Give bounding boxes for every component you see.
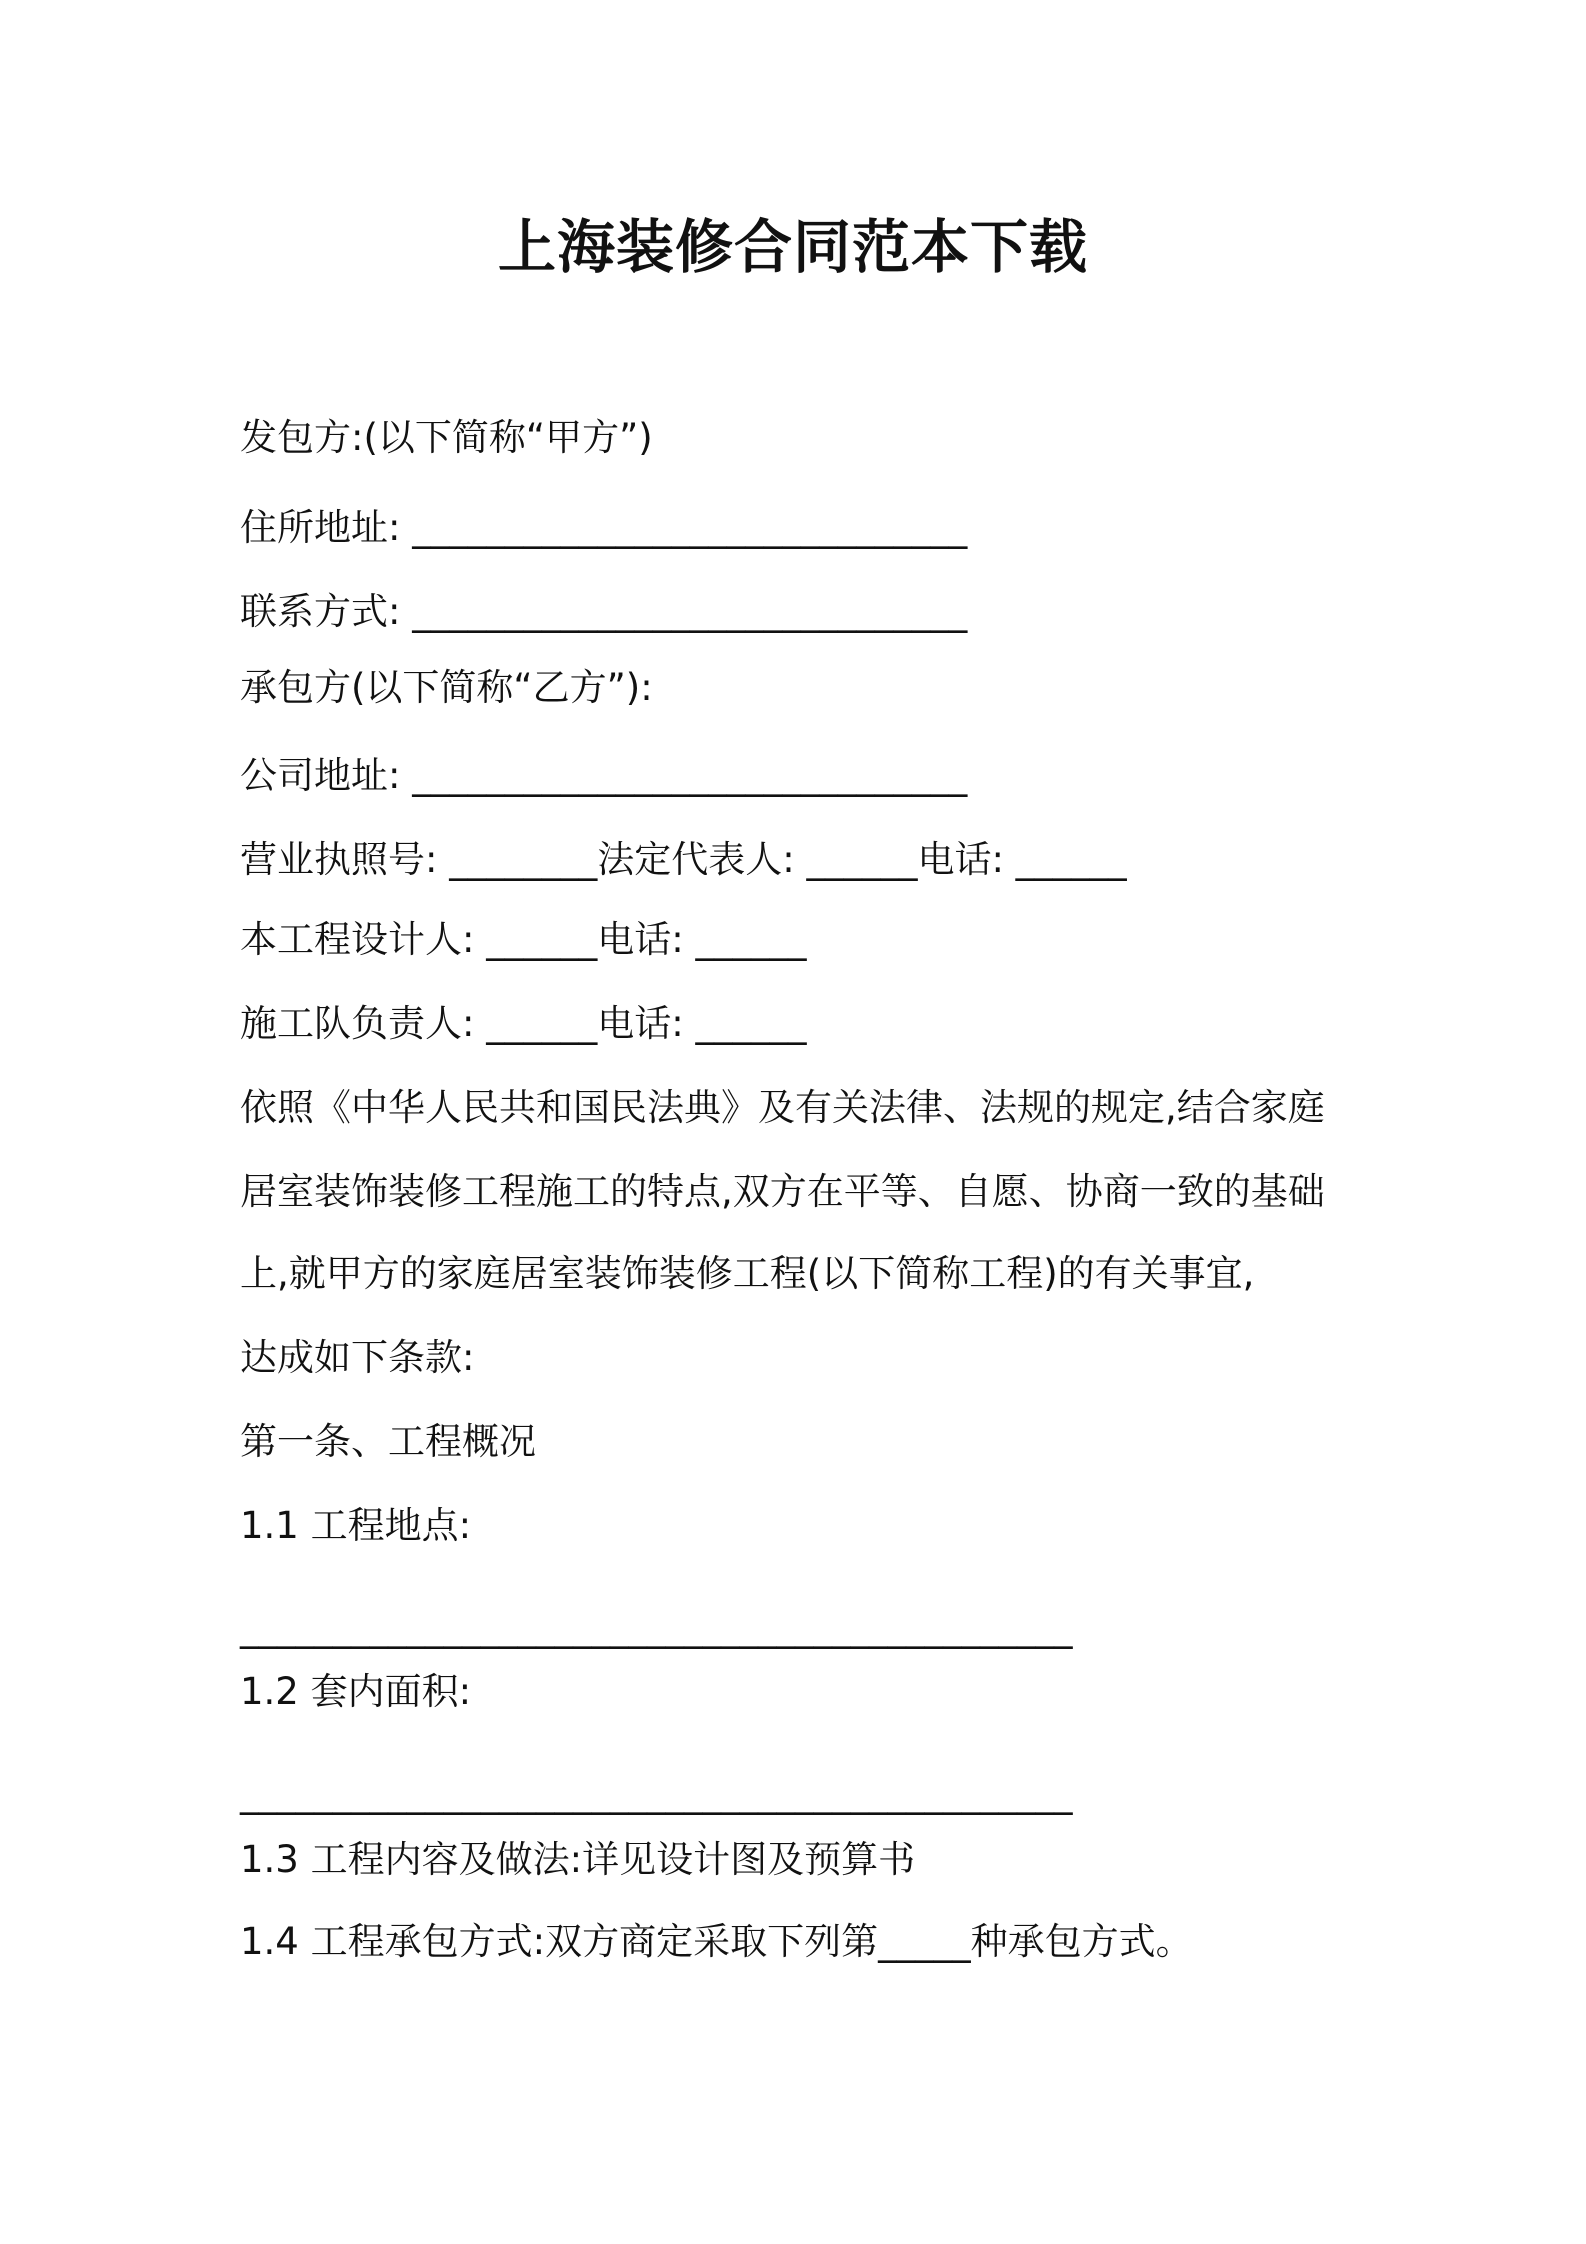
clause-1-1: 1.1 工程地点: bbox=[240, 1504, 472, 1547]
article-1-heading: 第一条、工程概况 bbox=[240, 1420, 536, 1463]
construction-lead-line: 施工队负责人: ______电话: ______ bbox=[240, 1002, 807, 1045]
clause-1-1-blank: _____________________________________________ bbox=[240, 1606, 1073, 1649]
preamble-line-4: 达成如下条款: bbox=[240, 1336, 475, 1379]
party-b-company-address-line: 公司地址: ______________________________ bbox=[240, 754, 968, 797]
clause-1-3: 1.3 工程内容及做法:详见设计图及预算书 bbox=[240, 1838, 916, 1881]
party-b-license-line: 营业执照号: ________法定代表人: ______电话: ______ bbox=[240, 838, 1127, 881]
party-a-address-line: 住所地址: ______________________________ bbox=[240, 506, 968, 549]
document-title: 上海装修合同范本下载 bbox=[497, 213, 1088, 281]
clause-1-2-blank: _____________________________________________ bbox=[240, 1772, 1073, 1815]
preamble-line-1: 依照《中华人民共和国民法典》及有关法律、法规的规定,结合家庭 bbox=[240, 1086, 1325, 1129]
preamble-line-2: 居室装饰装修工程施工的特点,双方在平等、自愿、协商一致的基础 bbox=[240, 1170, 1325, 1213]
preamble-line-3: 上,就甲方的家庭居室装饰装修工程(以下简称工程)的有关事宜, bbox=[240, 1252, 1255, 1295]
designer-line: 本工程设计人: ______电话: ______ bbox=[240, 918, 807, 961]
party-a-heading: 发包方:(以下简称“甲方”) bbox=[240, 416, 653, 459]
party-a-contact-line: 联系方式: ______________________________ bbox=[240, 590, 968, 633]
clause-1-4: 1.4 工程承包方式:双方商定采取下列第_____种承包方式。 bbox=[240, 1920, 1193, 1963]
clause-1-2: 1.2 套内面积: bbox=[240, 1670, 472, 1713]
party-b-heading: 承包方(以下简称“乙方”): bbox=[240, 666, 653, 709]
